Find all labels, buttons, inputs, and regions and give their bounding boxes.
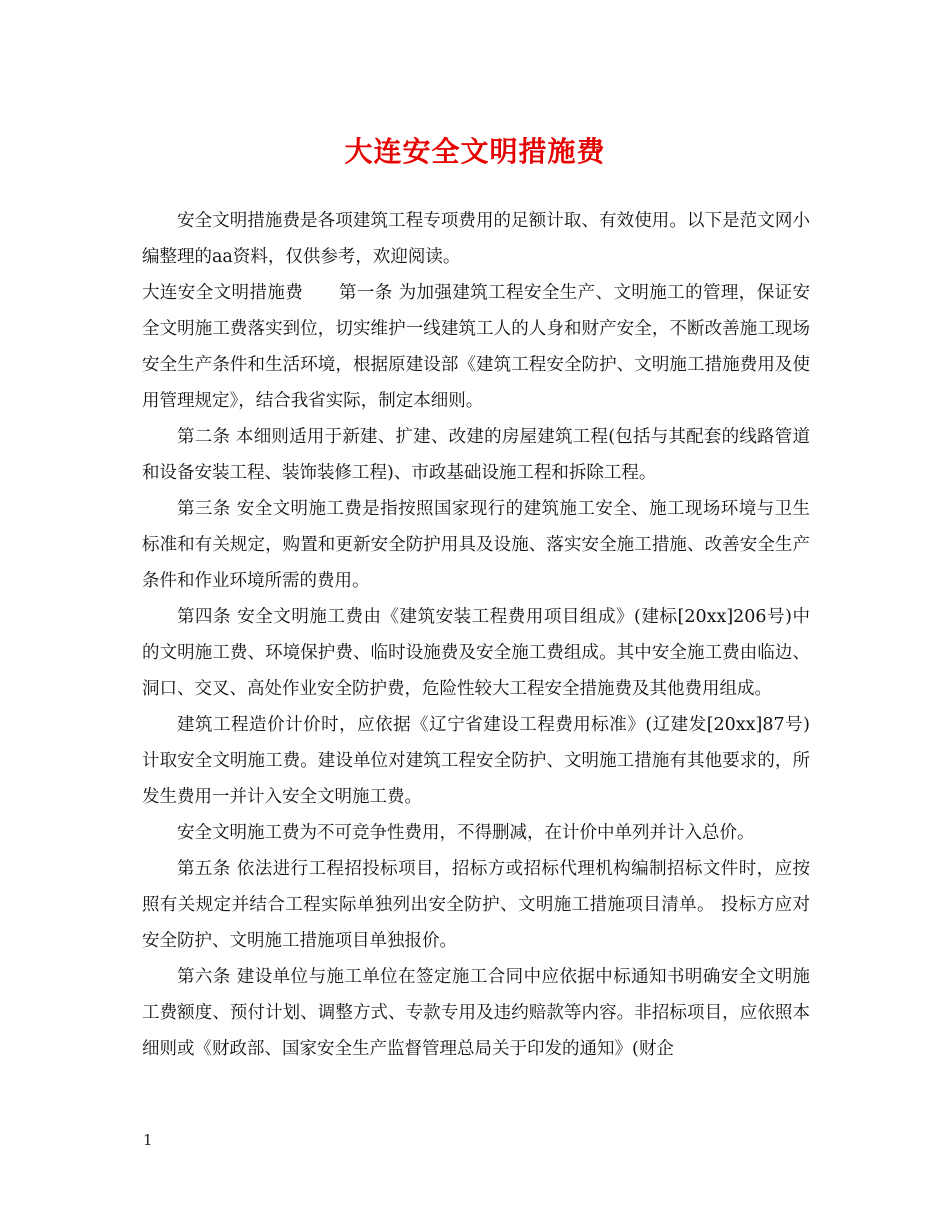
paragraph-intro: 安全文明措施费是各项建筑工程专项费用的足额计取、有效使用。以下是范文网小编整理的aa资料，仅供参考，欢迎阅读。 <box>142 211 810 267</box>
document-body <box>142 203 810 1067</box>
document-title: 大连安全文明措施费 <box>344 135 606 168</box>
paragraph-article-5: 第五条 依法进行工程招投标项目，招标方或招标代理机构编制招标文件时，应按照有关规定并结合工程实际单独列出安全防护、文明施工措施项目清单。 投标方应对安全防护、文明施工措施项目单独报价。 <box>142 859 810 951</box>
page-number: 1 <box>143 1131 153 1149</box>
paragraph-article-2: 第二条 本细则适用于新建、扩建、改建的房屋建筑工程(包括与其配套的线路管道和设备安装工程、装饰装修工程)、市政基础设施工程和拆除工程。 <box>142 427 810 483</box>
paragraph-pricing: 建筑工程造价计价时，应依据《辽宁省建设工程费用标准》(辽建发[20xx]87号)计取安全文明施工费。建设单位对建筑工程安全防护、文明施工措施有其他要求的，所发生费用一并计入安全文明施工费。 <box>142 715 810 807</box>
paragraph-article-4: 第四条 安全文明施工费由《建筑安装工程费用项目组成》(建标[20xx]206号)中的文明施工费、环境保护费、临时设施费及安全施工费组成。其中安全施工费由临边、洞口、交叉、高处作业安全防护费，危险性较大工程安全措施费及其他费用组成。 <box>142 607 810 699</box>
paragraph-article-3: 第三条 安全文明施工费是指按照国家现行的建筑施工安全、施工现场环境与卫生标准和有关规定，购置和更新安全防护用具及设施、落实安全施工措施、改善安全生产条件和作业环境所需的费用。 <box>142 499 810 591</box>
paragraph-noncompetitive: 安全文明施工费为不可竞争性费用，不得删减，在计价中单列并计入总价。 <box>177 823 755 843</box>
paragraph-article-1: 大连安全文明措施费 第一条 为加强建筑工程安全生产、文明施工的管理，保证安全文明施工费落实到位，切实维护一线建筑工人的人身和财产安全，不断改善施工现场安全生产条件和生活环境，根据原建设部《建筑工程安全防护、文明施工措施费用及使用管理规定》，结合我省实际，制定本细则。 <box>142 283 810 411</box>
paragraph-article-6: 第六条 建设单位与施工单位在签定施工合同中应依据中标通知书明确安全文明施工费额度、预付计划、调整方式、专款专用及违约赔款等内容。非招标项目，应依照本细则或《财政部、国家安全生产监督管理总局关于印发的通知》(财企 <box>142 967 810 1059</box>
